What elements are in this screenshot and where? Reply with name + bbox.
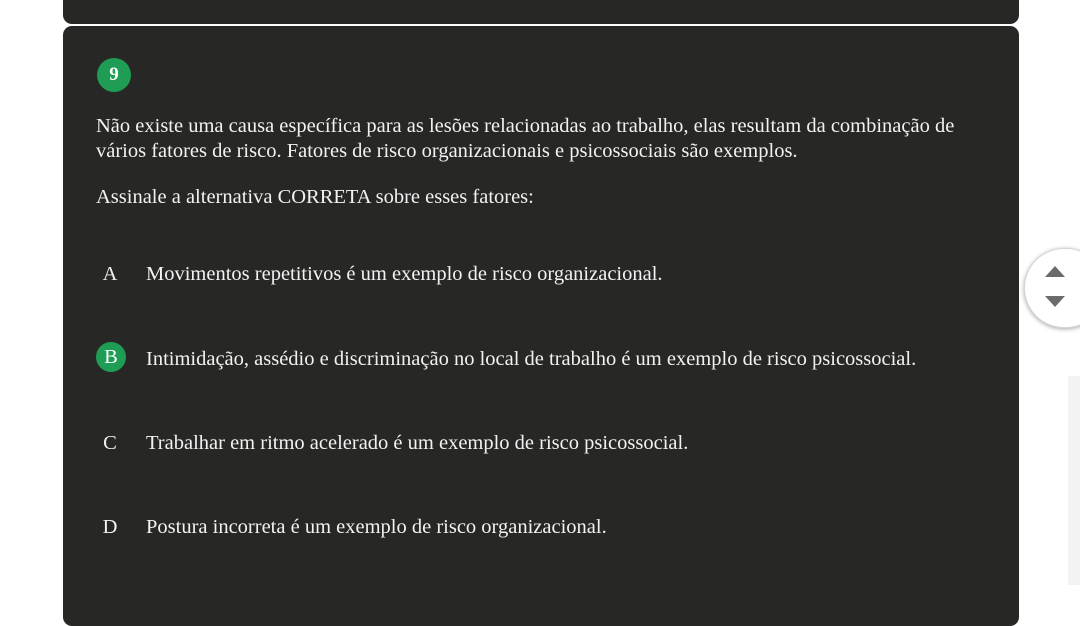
option-text: Movimentos repetitivos é um exemplo de risco organizacional. <box>146 263 663 285</box>
option-d[interactable] <box>93 508 973 548</box>
option-a[interactable] <box>93 255 973 295</box>
side-scrollbar-track[interactable] <box>1068 376 1080 585</box>
question-card <box>63 26 1019 626</box>
triangle-down-icon[interactable] <box>1045 296 1065 307</box>
option-letter: C <box>103 432 117 454</box>
option-b[interactable] <box>93 340 973 380</box>
scroll-navigation-widget <box>1024 248 1080 328</box>
question-stem: Não existe uma causa específica para as lesões relacionadas ao trabalho, elas resultam da combinação de vários fatores de risco. Fatores de risco organizacionais e psicossociais são exemplos. <box>96 115 955 162</box>
option-text: Intimidação, assédio e discriminação no local de trabalho é um exemplo de risco psicossocial. <box>146 348 917 370</box>
triangle-up-icon[interactable] <box>1045 266 1065 277</box>
option-text: Postura incorreta é um exemplo de risco organizacional. <box>146 516 607 538</box>
question-number-badge: 9 <box>97 58 131 92</box>
option-text: Trabalhar em ritmo acelerado é um exemplo de risco psicossocial. <box>146 432 689 454</box>
option-letter-selected: B <box>96 342 126 372</box>
option-letter: A <box>102 263 118 285</box>
option-c[interactable] <box>93 424 973 464</box>
question-prompt: Assinale a alternativa CORRETA sobre esses fatores: <box>96 186 534 208</box>
option-letter: D <box>102 516 118 538</box>
previous-question-card <box>63 0 1019 24</box>
